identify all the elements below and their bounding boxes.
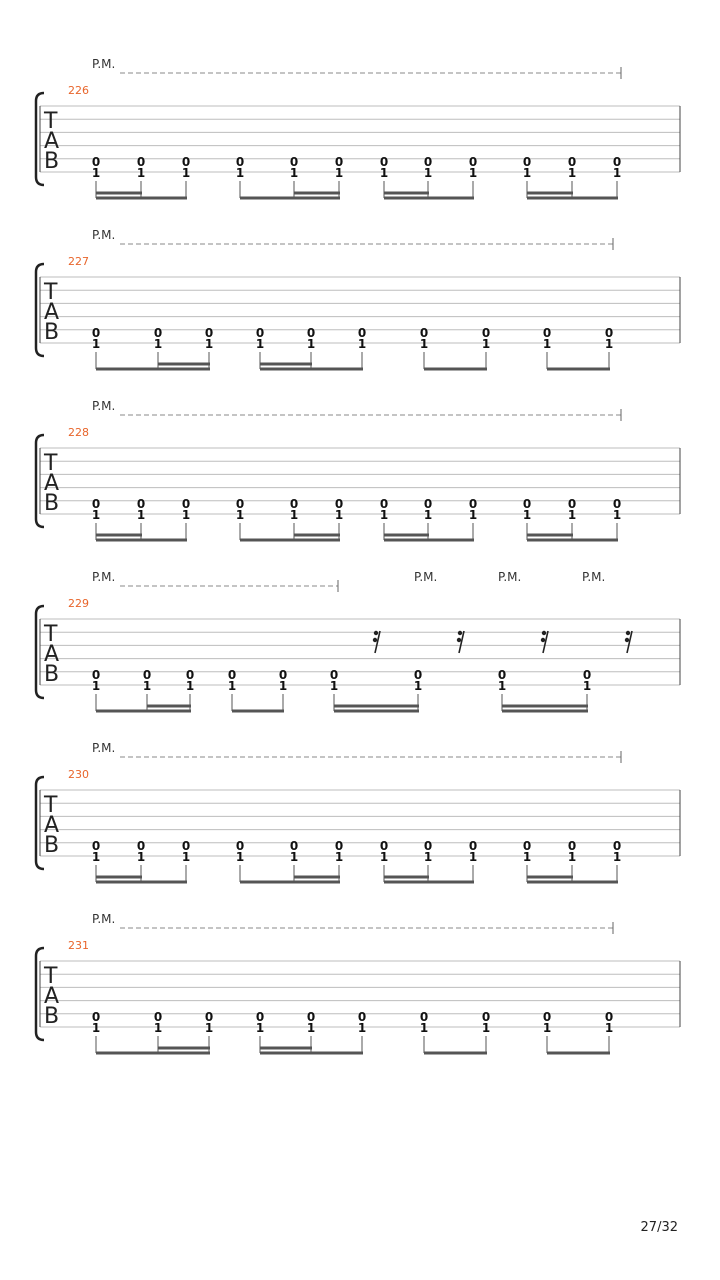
fret-number: 1	[181, 850, 191, 864]
fret-number: 1	[153, 1021, 163, 1035]
fret-number: 0	[91, 497, 101, 511]
fret-number: 1	[142, 679, 152, 693]
fret-number: 1	[255, 337, 265, 351]
fret-number: 1	[227, 679, 237, 693]
measure-number: 229	[68, 597, 89, 610]
palm-mute-label: P.M.	[414, 570, 438, 584]
tab-clef-letter: A	[44, 129, 60, 154]
fret-number: 1	[181, 166, 191, 180]
fret-number: 0	[153, 1010, 163, 1024]
tab-clef-letter: B	[44, 491, 60, 516]
fret-number: 0	[136, 155, 146, 169]
note-beam	[260, 368, 363, 371]
fret-number: 0	[185, 668, 195, 682]
fret-number: 1	[423, 850, 433, 864]
measure-number: 226	[68, 84, 89, 97]
note-beam	[334, 705, 419, 708]
fret-number: 1	[481, 1021, 491, 1035]
fret-number: 1	[423, 166, 433, 180]
fret-number: 1	[542, 1021, 552, 1035]
note-beam	[260, 1047, 312, 1050]
tab-clef-letter: A	[44, 471, 60, 496]
note-beam	[424, 1052, 487, 1055]
note-beam	[96, 539, 187, 542]
palm-mute-label: P.M.	[92, 57, 116, 71]
fret-number: 0	[91, 326, 101, 340]
note-beam	[527, 197, 618, 200]
fret-number: 0	[604, 1010, 614, 1024]
fret-number: 1	[306, 1021, 316, 1035]
fret-number: 1	[235, 166, 245, 180]
palm-mute-label: P.M.	[92, 912, 116, 926]
fret-number: 0	[306, 1010, 316, 1024]
fret-number: 0	[329, 668, 339, 682]
fret-number: 0	[481, 326, 491, 340]
fret-number: 0	[604, 326, 614, 340]
fret-number: 0	[423, 839, 433, 853]
tab-clef-letter: B	[44, 320, 60, 345]
fret-number: 1	[91, 850, 101, 864]
fret-number: 1	[136, 850, 146, 864]
fret-number: 0	[91, 1010, 101, 1024]
fret-number: 1	[567, 508, 577, 522]
sixteenth-rest-dot	[625, 638, 629, 642]
fret-number: 1	[522, 166, 532, 180]
tab-clef-letter: A	[44, 300, 60, 325]
note-beam	[502, 710, 588, 713]
palm-mute-label: P.M.	[92, 570, 116, 584]
tab-clef-letter: B	[44, 1004, 60, 1029]
fret-number: 1	[91, 166, 101, 180]
note-beam	[527, 192, 573, 195]
note-beam	[240, 539, 340, 542]
fret-number: 1	[567, 166, 577, 180]
fret-number: 0	[567, 155, 577, 169]
fret-number: 0	[419, 1010, 429, 1024]
fret-number: 1	[329, 679, 339, 693]
fret-number: 0	[289, 155, 299, 169]
note-beam	[547, 1052, 610, 1055]
fret-number: 1	[204, 1021, 214, 1035]
sixteenth-rest-dot	[374, 631, 378, 635]
tab-clef-letter: B	[44, 662, 60, 687]
fret-number: 0	[379, 155, 389, 169]
fret-number: 0	[379, 839, 389, 853]
fret-number: 0	[278, 668, 288, 682]
fret-number: 0	[413, 668, 423, 682]
fret-number: 1	[423, 508, 433, 522]
note-beam	[96, 368, 210, 371]
note-beam	[260, 1052, 363, 1055]
note-beam	[384, 881, 474, 884]
note-beam	[384, 534, 429, 537]
fret-number: 0	[379, 497, 389, 511]
fret-number: 0	[542, 326, 552, 340]
fret-number: 1	[413, 679, 423, 693]
fret-number: 0	[567, 839, 577, 853]
fret-number: 1	[604, 1021, 614, 1035]
fret-number: 1	[204, 337, 214, 351]
fret-number: 1	[468, 850, 478, 864]
fret-number: 0	[306, 326, 316, 340]
fret-number: 0	[542, 1010, 552, 1024]
tab-clef-letter: B	[44, 149, 60, 174]
fret-number: 0	[289, 497, 299, 511]
note-beam	[240, 197, 340, 200]
note-beam	[158, 363, 210, 366]
fret-number: 1	[235, 508, 245, 522]
fret-number: 0	[289, 839, 299, 853]
tab-clef-letter: T	[44, 964, 58, 989]
palm-mute-label: P.M.	[92, 228, 116, 242]
fret-number: 0	[181, 839, 191, 853]
page-number: 27/32	[640, 1220, 678, 1235]
note-beam	[96, 197, 187, 200]
fret-number: 0	[255, 326, 265, 340]
fret-number: 1	[91, 508, 101, 522]
palm-mute-label: P.M.	[92, 741, 116, 755]
fret-number: 0	[522, 839, 532, 853]
fret-number: 0	[468, 155, 478, 169]
fret-number: 1	[136, 166, 146, 180]
fret-number: 0	[235, 839, 245, 853]
fret-number: 1	[185, 679, 195, 693]
sixteenth-rest-dot	[373, 638, 377, 642]
fret-number: 0	[142, 668, 152, 682]
tab-clef-letter: B	[44, 833, 60, 858]
fret-number: 0	[255, 1010, 265, 1024]
fret-number: 0	[567, 497, 577, 511]
palm-mute-label: P.M.	[582, 570, 606, 584]
note-beam	[334, 710, 419, 713]
tab-clef-letter: T	[44, 622, 58, 647]
fret-number: 0	[423, 497, 433, 511]
fret-number: 0	[612, 497, 622, 511]
note-beam	[96, 876, 142, 879]
note-beam	[527, 876, 573, 879]
fret-number: 1	[419, 337, 429, 351]
fret-number: 0	[204, 1010, 214, 1024]
fret-number: 0	[136, 497, 146, 511]
fret-number: 0	[334, 497, 344, 511]
fret-number: 0	[334, 155, 344, 169]
fret-number: 1	[481, 337, 491, 351]
fret-number: 1	[334, 508, 344, 522]
note-beam	[384, 197, 474, 200]
fret-number: 0	[423, 155, 433, 169]
fret-number: 1	[278, 679, 288, 693]
note-beam	[384, 876, 429, 879]
note-beam	[547, 368, 610, 371]
note-beam	[424, 368, 487, 371]
sixteenth-rest-dot	[458, 631, 462, 635]
fret-number: 0	[357, 326, 367, 340]
measure-number: 231	[68, 939, 89, 952]
note-beam	[240, 881, 340, 884]
note-beam	[294, 192, 340, 195]
fret-number: 1	[612, 850, 622, 864]
tab-clef-letter: T	[44, 280, 58, 305]
fret-number: 0	[91, 155, 101, 169]
note-beam	[294, 876, 340, 879]
fret-number: 0	[235, 155, 245, 169]
fret-number: 0	[522, 155, 532, 169]
note-beam	[232, 710, 284, 713]
fret-number: 1	[379, 850, 389, 864]
tab-clef-letter: A	[44, 813, 60, 838]
fret-number: 0	[582, 668, 592, 682]
fret-number: 1	[306, 337, 316, 351]
fret-number: 1	[468, 508, 478, 522]
note-beam	[502, 705, 588, 708]
note-beam	[527, 881, 618, 884]
sixteenth-rest-dot	[541, 638, 545, 642]
fret-number: 0	[204, 326, 214, 340]
note-beam	[96, 1052, 210, 1055]
note-beam	[96, 710, 191, 713]
fret-number: 0	[468, 839, 478, 853]
fret-number: 0	[612, 839, 622, 853]
fret-number: 0	[481, 1010, 491, 1024]
note-beam	[294, 534, 340, 537]
palm-mute-label: P.M.	[498, 570, 522, 584]
fret-number: 0	[235, 497, 245, 511]
measure-number: 230	[68, 768, 89, 781]
fret-number: 1	[91, 1021, 101, 1035]
fret-number: 1	[379, 508, 389, 522]
fret-number: 0	[91, 668, 101, 682]
fret-number: 0	[181, 155, 191, 169]
fret-number: 1	[567, 850, 577, 864]
fret-number: 1	[522, 850, 532, 864]
tab-clef-letter: T	[44, 793, 58, 818]
fret-number: 1	[181, 508, 191, 522]
tab-clef-letter: T	[44, 109, 58, 134]
fret-number: 1	[91, 337, 101, 351]
note-beam	[96, 534, 142, 537]
palm-mute-label: P.M.	[92, 399, 116, 413]
measure-number: 227	[68, 255, 89, 268]
fret-number: 1	[468, 166, 478, 180]
fret-number: 1	[289, 508, 299, 522]
fret-number: 1	[379, 166, 389, 180]
fret-number: 1	[153, 337, 163, 351]
sixteenth-rest-dot	[626, 631, 630, 635]
fret-number: 1	[497, 679, 507, 693]
fret-number: 0	[468, 497, 478, 511]
note-beam	[384, 539, 474, 542]
fret-number: 0	[181, 497, 191, 511]
fret-number: 1	[582, 679, 592, 693]
fret-number: 1	[419, 1021, 429, 1035]
fret-number: 1	[334, 166, 344, 180]
fret-number: 1	[255, 1021, 265, 1035]
fret-number: 1	[235, 850, 245, 864]
fret-number: 0	[357, 1010, 367, 1024]
fret-number: 0	[334, 839, 344, 853]
fret-number: 1	[357, 337, 367, 351]
note-beam	[96, 192, 142, 195]
note-beam	[527, 534, 573, 537]
measure-number: 228	[68, 426, 89, 439]
note-beam	[384, 192, 429, 195]
sixteenth-rest-dot	[457, 638, 461, 642]
fret-number: 0	[136, 839, 146, 853]
fret-number: 1	[289, 166, 299, 180]
note-beam	[527, 539, 618, 542]
fret-number: 1	[522, 508, 532, 522]
note-beam	[96, 881, 187, 884]
fret-number: 0	[612, 155, 622, 169]
fret-number: 0	[153, 326, 163, 340]
fret-number: 1	[612, 166, 622, 180]
tab-clef-letter: A	[44, 984, 60, 1009]
fret-number: 0	[91, 839, 101, 853]
fret-number: 0	[522, 497, 532, 511]
note-beam	[158, 1047, 210, 1050]
fret-number: 1	[289, 850, 299, 864]
fret-number: 1	[91, 679, 101, 693]
fret-number: 1	[334, 850, 344, 864]
fret-number: 1	[612, 508, 622, 522]
tab-clef-letter: T	[44, 451, 58, 476]
note-beam	[260, 363, 312, 366]
fret-number: 0	[497, 668, 507, 682]
tab-clef-letter: A	[44, 642, 60, 667]
sixteenth-rest-dot	[542, 631, 546, 635]
note-beam	[147, 705, 191, 708]
fret-number: 1	[136, 508, 146, 522]
fret-number: 1	[542, 337, 552, 351]
fret-number: 1	[604, 337, 614, 351]
fret-number: 1	[357, 1021, 367, 1035]
fret-number: 0	[227, 668, 237, 682]
fret-number: 0	[419, 326, 429, 340]
